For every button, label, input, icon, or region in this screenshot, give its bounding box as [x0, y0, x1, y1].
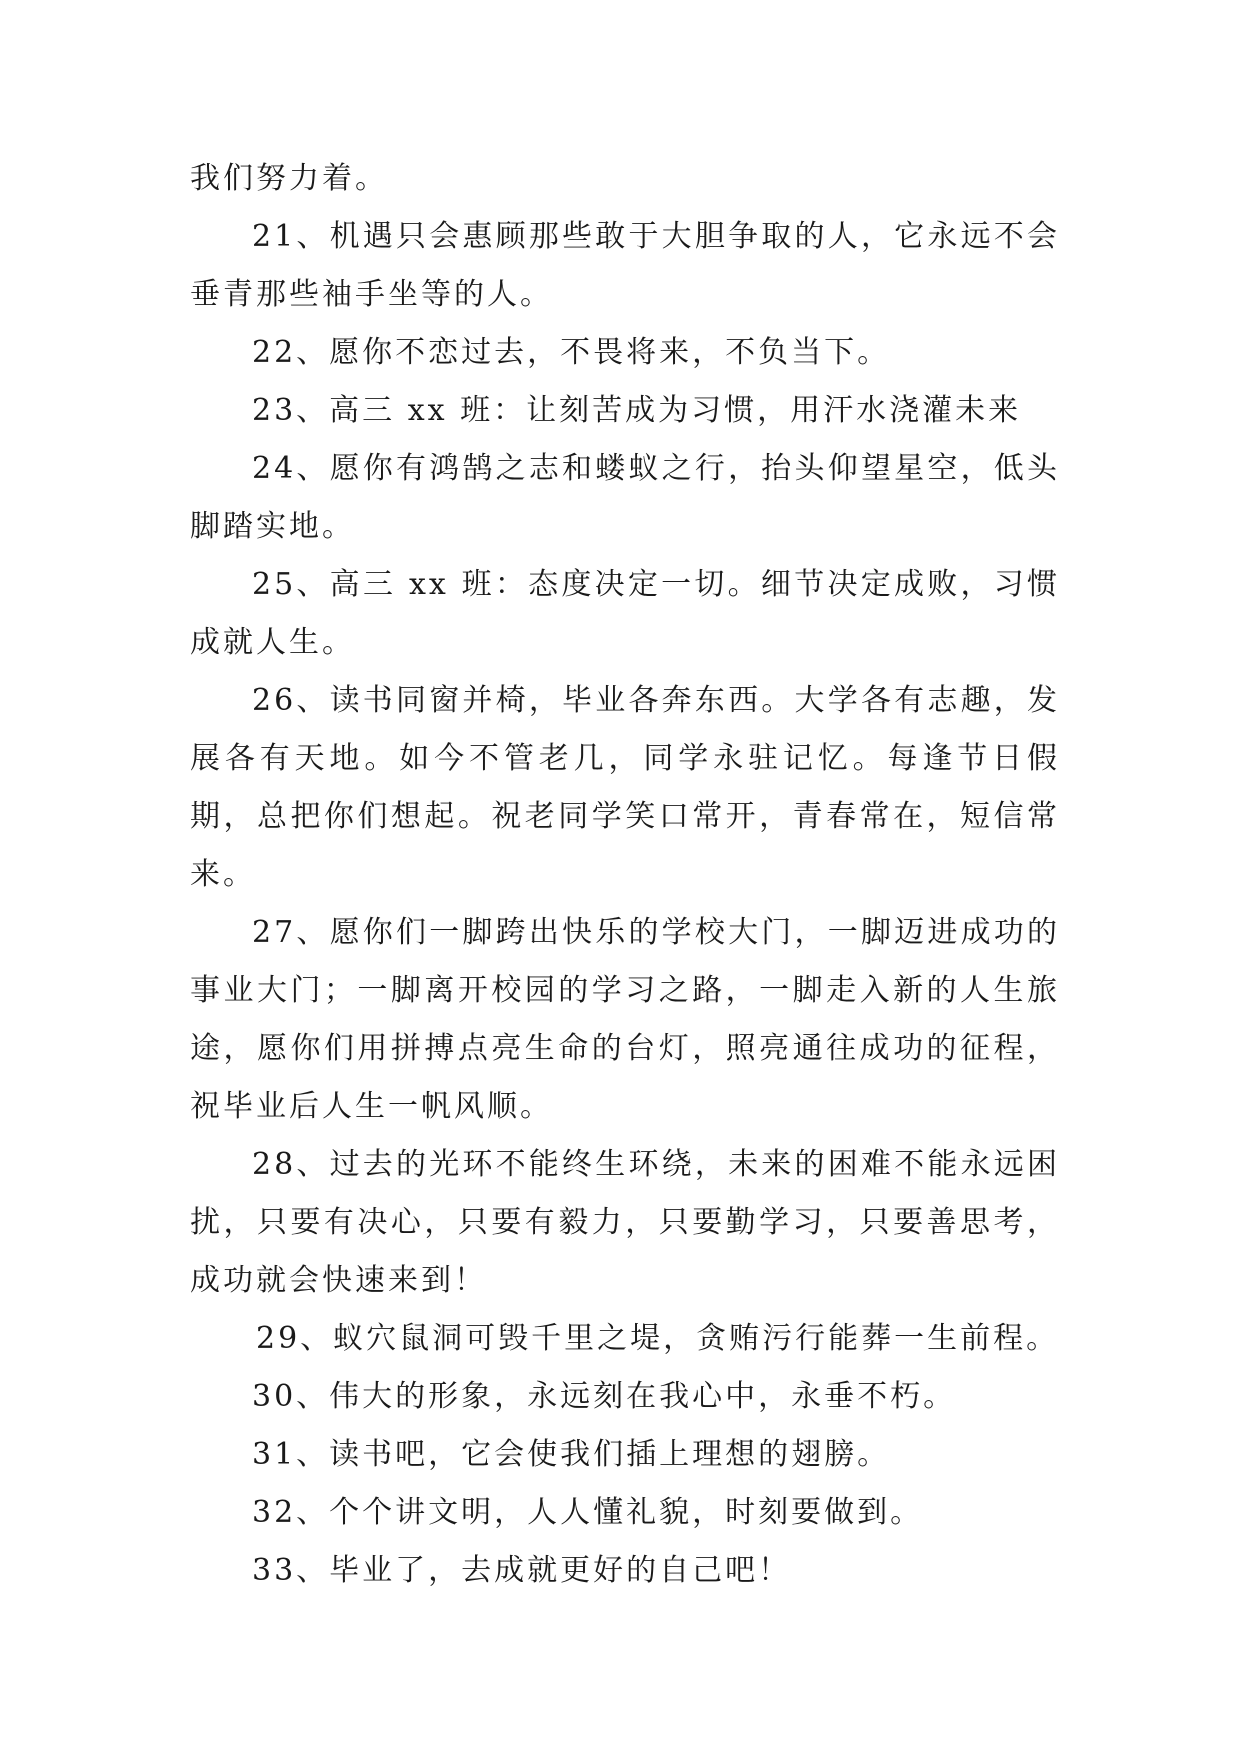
paragraph-30: 30、伟大的形象，永远刻在我心中，永垂不朽。 — [252, 1379, 957, 1414]
paragraph-24: 24、愿你有鸿鹄之志和蝼蚁之行，抬头仰望星空，低头脚踏实地。 — [190, 451, 1060, 544]
paragraph-33: 33、毕业了，去成就更好的自己吧！ — [252, 1553, 792, 1588]
paragraph-continuation: 我们努力着。 — [190, 161, 388, 196]
paragraph-26: 26、读书同窗并椅，毕业各奔东西。大学各有志趣，发展各有天地。如今不管老几，同学永驻记忆。每逢节日假期，总把你们想起。祝老同学笑口常开，青春常在，短信常来。 — [190, 683, 1060, 892]
paragraph-23: 23、高三 xx 班：让刻苦成为习惯，用汗水浇灌未来 — [252, 393, 1022, 428]
paragraph-25: 25、高三 xx 班：态度决定一切。细节决定成败，习惯成就人生。 — [190, 567, 1060, 660]
paragraph-27: 27、愿你们一脚跨出快乐的学校大门，一脚迈进成功的事业大门；一脚离开校园的学习之路，一脚走入新的人生旅途，愿你们用拼搏点亮生命的台灯，照亮通往成功的征程，祝毕业后人生一帆风顺。 — [190, 915, 1060, 1124]
paragraph-29: 29、蚁穴鼠洞可毁千里之堤，贪贿污行能葬一生前程。 — [256, 1321, 1060, 1356]
paragraph-28: 28、过去的光环不能终生环绕，未来的困难不能永远困扰，只要有决心，只要有毅力，只要勤学习，只要善思考，成功就会快速来到！ — [190, 1147, 1060, 1298]
paragraph-21: 21、机遇只会惠顾那些敢于大胆争取的人，它永远不会垂青那些袖手坐等的人。 — [190, 219, 1060, 312]
paragraph-22: 22、愿你不恋过去，不畏将来，不负当下。 — [252, 335, 891, 370]
paragraph-32: 32、个个讲文明，人人懂礼貌，时刻要做到。 — [252, 1495, 924, 1530]
paragraph-31: 31、读书吧，它会使我们插上理想的翅膀。 — [252, 1437, 891, 1472]
document-body — [190, 150, 1060, 1600]
